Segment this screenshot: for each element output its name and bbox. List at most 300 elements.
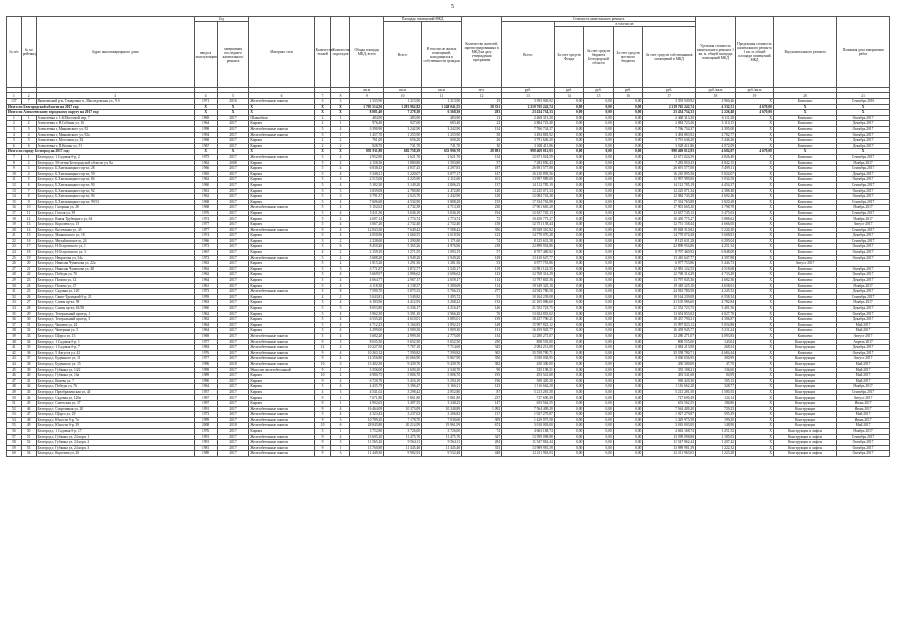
table-cell: 23 434 734,33 [502, 110, 555, 116]
table-cell: Май 2017 [837, 361, 890, 367]
table-cell: 158 [462, 222, 502, 228]
table-cell: 4 299,00 [350, 328, 384, 334]
table-cell: 1 223,28 [696, 451, 736, 457]
table-cell: 0,00 [554, 199, 584, 205]
table-cell: 0,00 [554, 126, 584, 132]
table-cell: Комплекс [773, 233, 836, 239]
table-cell: Комплекс [773, 210, 836, 216]
table-cell: Декабрь 2017 [837, 233, 890, 239]
table-cell: 4 [331, 171, 350, 177]
table-cell: Кирпич [249, 250, 314, 256]
table-cell: 3 494 883,92 [502, 132, 555, 138]
unit-17: руб. [643, 88, 696, 93]
table-cell: 1 [7, 115, 22, 121]
table-cell: 18 437 790,21 [643, 317, 696, 323]
table-cell: 0,00 [613, 440, 643, 446]
table-cell: 2 442,90 [422, 194, 462, 200]
table-cell: 21 552 723,75 [643, 305, 696, 311]
table-cell: 3 [331, 194, 350, 200]
table-cell: 187 [462, 166, 502, 172]
table-cell: 9 [314, 401, 331, 407]
table-cell: Сентябрь 2017 [837, 199, 890, 205]
table-cell: 0,00 [613, 350, 643, 356]
table-cell: 4 837,43 [384, 166, 422, 172]
table-cell: 1 281 962,82 [384, 104, 422, 110]
page-number: 5 [451, 4, 454, 10]
table-cell: 4 064,77 [350, 278, 384, 284]
table-cell: 1997 [194, 395, 217, 401]
table-cell: 33 [21, 333, 36, 339]
table-cell: 3 494 883,92 [643, 132, 696, 138]
table-cell: 9 [314, 339, 331, 345]
table-cell: 42 [21, 384, 36, 390]
table-cell: 8 125 631,28 [643, 238, 696, 244]
table-cell: Конструкции и лифты [773, 445, 836, 451]
table-cell: Х [217, 104, 249, 110]
unit-14: руб. [554, 88, 584, 93]
table-cell: 1961 [194, 283, 217, 289]
table-cell: 2017 [217, 261, 249, 267]
table-cell: 9 [314, 440, 331, 446]
table-cell: 2 697,14 [350, 216, 384, 222]
table-cell: 5 [314, 132, 331, 138]
table-cell: 6 980,75 [350, 373, 384, 379]
table-cell: 1996 [194, 361, 217, 367]
table-cell: 6 535,20 [350, 317, 384, 323]
table-cell: 1963 [194, 261, 217, 267]
table-cell: Х [314, 110, 331, 116]
table-cell: 21 105 986,60 [643, 300, 696, 306]
table-cell: 105,13 [696, 378, 736, 384]
table-cell: 2 952,90 [350, 154, 384, 160]
table-cell: 0,00 [613, 451, 643, 457]
table-cell: 26 691 577,08 [643, 166, 696, 172]
table-cell: 8 [7, 160, 22, 166]
table-cell: 14 778 070,28 [643, 233, 696, 239]
table-cell: 2 806,25 [422, 182, 462, 188]
table-cell: 5 [314, 154, 331, 160]
table-cell: 0,00 [554, 250, 584, 256]
table-cell: 3 [331, 417, 350, 423]
table-cell: 6 111,28 [696, 115, 736, 121]
table-cell: 19 [21, 255, 36, 261]
table-cell: 13 402,30 [350, 361, 384, 367]
table-cell: 22 898 954,86 [643, 244, 696, 250]
table-cell: 9 [314, 406, 331, 412]
table-cell: Комплекс [773, 177, 836, 183]
table-cell: Конструкции и лифты [773, 440, 836, 446]
table-cell: 2 [331, 138, 350, 144]
table-cell: 0,00 [613, 149, 643, 155]
table-cell: 186,86 [696, 401, 736, 407]
table-cell: 12 225 071,34 [643, 188, 696, 194]
table-cell: 137 [462, 412, 502, 418]
table-cell: 2017 [217, 322, 249, 328]
table-cell: 3 028 411,86 [502, 143, 555, 149]
table-cell: Октябрь 2017 [837, 440, 890, 446]
table-cell: Алексеевка г, В.Собины ул, 16 [36, 121, 194, 127]
table-cell: 2017 [217, 121, 249, 127]
table-cell: Конструкции [773, 373, 836, 379]
table-cell: Х [736, 227, 774, 233]
table-cell: 3 356,00 [350, 367, 384, 373]
table-cell: Декабрь 2017 [837, 289, 890, 295]
table-cell: 13 599 098,88 [502, 434, 555, 440]
table-cell: 114 [462, 278, 502, 284]
table-cell: 2 [21, 121, 36, 127]
table-cell: 11 475,70 [422, 434, 462, 440]
table-cell: 4 251,54 [696, 244, 736, 250]
table-cell: Х [194, 110, 217, 116]
table-cell: 0,00 [613, 373, 643, 379]
table-cell: Октябрь 2017 [837, 451, 890, 457]
summary-label: Итого по городу Белгород на 2017 год: [7, 149, 195, 155]
table-cell: 1 [331, 395, 350, 401]
table-cell: Х [736, 317, 774, 323]
table-cell: 2 468 313,30 [643, 115, 696, 121]
table-cell: 0,00 [584, 283, 614, 289]
table-cell: Х [736, 143, 774, 149]
table-cell: Белгород г, Победы ул, 70 [36, 272, 194, 278]
table-cell: 20 214,99 [384, 423, 422, 429]
th-owners: За счет средств собственников помещений в МКД [643, 27, 696, 88]
table-cell: 2017 [217, 395, 249, 401]
table-cell: Х [736, 350, 774, 356]
table-cell: 5 [314, 333, 331, 339]
table-cell: 5 [314, 300, 331, 306]
table-cell: 45 [21, 401, 36, 407]
table-cell: 1981 [194, 445, 217, 451]
table-cell: 14 [21, 227, 36, 233]
table-cell: Х [736, 272, 774, 278]
table-cell: 0,00 [554, 401, 584, 407]
table-cell: 493 541,68 [643, 373, 696, 379]
table-cell: Комплекс [773, 194, 836, 200]
table-cell: 0,00 [554, 149, 584, 155]
table-cell: Х [736, 160, 774, 166]
table-cell: Конструкции [773, 401, 836, 407]
table-cell: Х [736, 423, 774, 429]
table-cell: 6 558,34 [696, 294, 736, 300]
table-cell: 25 [21, 289, 36, 295]
table-cell: 761,00 [350, 138, 384, 144]
table-cell: 194 [462, 210, 502, 216]
unit-18: руб./кв.м [696, 88, 736, 93]
table-cell: 12 751 158,44 [643, 222, 696, 228]
table-cell: 1 927 279,87 [502, 412, 555, 418]
table-cell: 5 [314, 322, 331, 328]
table-cell: 36 [21, 350, 36, 356]
table-cell: 0,00 [554, 222, 584, 228]
table-cell: Кирпич [249, 138, 314, 144]
table-cell: Кирпич [249, 177, 314, 183]
table-cell: 0,00 [554, 339, 584, 345]
table-cell: 13 989 981,39 [502, 445, 555, 451]
table-cell: 35 [21, 345, 36, 351]
table-cell: 12 671 024,59 [643, 154, 696, 160]
table-cell: 2017 [217, 445, 249, 451]
table-cell: 5 294,10 [422, 378, 462, 384]
table-cell: Комплекс [773, 154, 836, 160]
table-cell: 51 [21, 434, 36, 440]
table-cell: 2017 [217, 406, 249, 412]
table-cell: 8 [331, 289, 350, 295]
table-cell: Алексеевка г, П.Кошко ул, 51 [36, 143, 194, 149]
table-cell: Август 2017 [837, 395, 890, 401]
table-cell: Белгород г, Щорса ул, 29 [36, 412, 194, 418]
table-cell: 2017 [217, 350, 249, 356]
table-cell: Июнь 2017 [837, 401, 890, 407]
table-cell: 741,70 [384, 143, 422, 149]
table-cell: 0,00 [584, 222, 614, 228]
table-cell: 1 549,82 [384, 294, 422, 300]
table-cell: 3 030 036,95 [502, 356, 555, 362]
table-cell: 727 690,49 [643, 395, 696, 401]
table-cell: 42 [7, 350, 22, 356]
unit-19: руб./кв.м [736, 88, 774, 93]
table-cell: 484,90 [350, 115, 384, 121]
table-cell: Комплекс [773, 322, 836, 328]
table-cell: Белгород г, Губкина ул, 16а [36, 373, 194, 379]
table-cell: Белгород г, 50-летия Белгородской области ул, 8а [36, 160, 194, 166]
table-cell: 2017 [217, 233, 249, 239]
table-cell: 5 [314, 311, 331, 317]
table-cell: 14 112 785,19 [502, 182, 555, 188]
table-cell: 2017 [217, 126, 249, 132]
table-cell: 1 171,60 [422, 238, 462, 244]
table-cell: 12 751 158,44 [502, 222, 555, 228]
table-cell: 2 999,30 [384, 333, 422, 339]
table-cell: 10 789,20 [350, 417, 384, 423]
table-cell: 448 [462, 451, 502, 457]
table-cell: 1962 [194, 266, 217, 272]
table-cell: 0,00 [554, 345, 584, 351]
table-cell: 2017 [217, 182, 249, 188]
column-number: 20 [773, 93, 836, 99]
table-cell: 3 391,10 [384, 311, 422, 317]
table-cell: 2 775,00 [422, 333, 462, 339]
table-cell: 0,00 [554, 294, 584, 300]
table-cell: 3 [331, 99, 350, 105]
table-cell: Октябрь 2017 [837, 250, 890, 256]
table-cell: 927,60 [384, 121, 422, 127]
table-cell: 569 420,30 [643, 378, 696, 384]
table-cell: 5 152,63 [350, 205, 384, 211]
table-cell: 2018 [217, 361, 249, 367]
table-cell: 0,00 [613, 227, 643, 233]
table-cell: 0,00 [613, 222, 643, 228]
table-cell: Апрель 2017 [837, 339, 890, 345]
table-cell: 3 149,20 [384, 182, 422, 188]
table-cell: Белгород г, Б.Хмельницкого пр-кт, 28 [36, 166, 194, 172]
table-cell: 3 791 646,20 [502, 138, 555, 144]
table-cell: 0,00 [613, 345, 643, 351]
table-cell: 5 444,73 [696, 261, 736, 267]
table-cell: Х [314, 149, 331, 155]
table-cell: 5 [314, 317, 331, 323]
table-cell: 483,90 [384, 115, 422, 121]
table-cell: 3 475,63 [696, 210, 736, 216]
table-cell: 17 [21, 244, 36, 250]
table-cell: 0,00 [613, 429, 643, 435]
table-cell: 2 219 765 242,74 [643, 104, 696, 110]
table-cell: 0,00 [613, 339, 643, 345]
table-cell: 10 [314, 423, 331, 429]
table-cell: 10 066,90 [384, 356, 422, 362]
table-cell: 30 [462, 143, 502, 149]
table-cell: Белгород г, Губкина ул, 24 корп. 3 [36, 445, 194, 451]
table-cell: 2017 [217, 132, 249, 138]
table-cell: 345 [462, 345, 502, 351]
table-cell: Конструкции [773, 412, 836, 418]
table-cell: 9 564,11 [422, 440, 462, 446]
table-cell: Белгород г, Костюкова ул, 45 [36, 227, 194, 233]
table-cell: 0,00 [554, 233, 584, 239]
table-cell: 4 670,00 [736, 110, 774, 116]
table-cell: 2 515,00 [350, 177, 384, 183]
table-cell: 10 164 239,08 [502, 294, 555, 300]
table-cell: Кирпич [249, 278, 314, 284]
table-cell: Конструкции [773, 389, 836, 395]
table-cell: 46 [7, 373, 22, 379]
table-cell: Алексеевка г, 1-й Мостовой пер, 7 [36, 115, 194, 121]
table-cell: 2017 [217, 451, 249, 457]
table-cell: 30 [21, 317, 36, 323]
table-cell: Х [773, 110, 836, 116]
table-cell: 2 909,30 [384, 328, 422, 334]
table-cell: 13 797 845,36 [502, 278, 555, 284]
table-cell: Октябрь 2017 [837, 266, 890, 272]
table-cell: 0,00 [584, 266, 614, 272]
table-cell: 24 [21, 283, 36, 289]
th-premises-area: Площадь помещений МКД [384, 17, 462, 22]
table-cell: 1 290,80 [384, 238, 422, 244]
table-cell: 268,34 [696, 345, 736, 351]
table-cell: 1971 [194, 99, 217, 105]
table-cell: 1975 [194, 154, 217, 160]
table-cell: 0,00 [613, 205, 643, 211]
table-cell: 4 [331, 333, 350, 339]
table-cell: 12 671 024,59 [502, 154, 555, 160]
table-cell: 1974 [194, 216, 217, 222]
table-cell: 4 216,47 [422, 305, 462, 311]
table-cell: 0,00 [554, 104, 584, 110]
table-cell: Комплекс [773, 244, 836, 250]
table-cell: 2017 [217, 339, 249, 345]
table-cell: 133 [462, 300, 502, 306]
column-number: 18 [696, 93, 736, 99]
table-cell: 0,00 [554, 138, 584, 144]
table-cell: Железобетонные панели [249, 406, 314, 412]
table-cell: 0,00 [554, 216, 584, 222]
table-cell: 2017 [217, 389, 249, 395]
table-cell: Х [736, 373, 774, 379]
table-cell: Конструкции [773, 367, 836, 373]
table-cell: 8 881,40 [350, 110, 384, 116]
table-cell: 0,00 [613, 434, 643, 440]
table-cell: 4 663 168,74 [502, 429, 555, 435]
table-cell: 120 [462, 194, 502, 200]
table-cell: Х [736, 126, 774, 132]
table-cell: 0,00 [613, 210, 643, 216]
table-cell: Кирпич [249, 294, 314, 300]
table-cell: Комплекс [773, 182, 836, 188]
table-cell: 5 [314, 199, 331, 205]
table-cell: 0,00 [584, 272, 614, 278]
table-cell: 18 437 790,21 [502, 317, 555, 323]
table-cell: Комплекс [773, 199, 836, 205]
table-cell: 2 112,60 [422, 177, 462, 183]
table-cell: 0,00 [613, 99, 643, 105]
table-cell: 0,00 [613, 361, 643, 367]
table-cell: 2 621,70 [422, 154, 462, 160]
table-cell: 3 010 003,00 [643, 423, 696, 429]
table-cell: 1961 [194, 188, 217, 194]
table-cell: Сентябрь 2017 [837, 210, 890, 216]
table-cell: Белгород г, Б.Хмельницкого пр-кт, 99/31 [36, 199, 194, 205]
table-cell: 3 [331, 440, 350, 446]
table-cell: 123 [462, 384, 502, 390]
table-cell: 134 [462, 154, 502, 160]
table-cell: 5 [314, 205, 331, 211]
table-cell: Комплекс [773, 328, 836, 334]
table-cell: 0,00 [613, 110, 643, 116]
table-cell: 5 [21, 138, 36, 144]
table-cell: 828,70 [350, 143, 384, 149]
table-cell: 2 949,20 [422, 255, 462, 261]
table-cell: 2 884 723,40 [643, 121, 696, 127]
table-cell: Май 2017 [837, 322, 890, 328]
table-cell: 31 [21, 322, 36, 328]
table-cell: 1 185,03 [696, 434, 736, 440]
table-cell: Х [773, 104, 836, 110]
table-cell: 1 [21, 154, 36, 160]
table-cell: 2017 [217, 255, 249, 261]
table-cell: 2 600,20 [384, 367, 422, 373]
table-cell: 13 989 981,39 [643, 445, 696, 451]
table-cell: 12 211 963,03 [643, 451, 696, 457]
table-cell: 17 [7, 210, 22, 216]
table-cell: Конструкции и лифты [773, 434, 836, 440]
table-cell: 58 [462, 132, 502, 138]
table-cell: 4 976,96 [422, 244, 462, 250]
table-cell: Х [736, 356, 774, 362]
table-cell: 1 251,52 [696, 429, 736, 435]
table-cell: 8 707 460,92 [502, 250, 555, 256]
table-cell: 10 [7, 171, 22, 177]
table-cell: Октябрь 2017 [837, 177, 890, 183]
table-cell: 4 670,00 [736, 149, 774, 155]
table-cell: 1991 [194, 406, 217, 412]
table-cell: Сентябрь 2017 [837, 227, 890, 233]
table-cell: 5 [314, 283, 331, 289]
table-cell: 1 495,72 [422, 294, 462, 300]
table-cell: 5 [314, 305, 331, 311]
table-cell: 11 547 862,44 [502, 440, 555, 446]
table-cell: 4 [331, 317, 350, 323]
table-cell: 1994 [194, 132, 217, 138]
table-cell: 3 [331, 451, 350, 457]
table-cell: Октябрь 2017 [837, 244, 890, 250]
table-cell: 11 449,30 [350, 451, 384, 457]
table-cell: Х [331, 149, 350, 155]
table-cell: Белгород г, Губкина ул, 14/2 [36, 367, 194, 373]
table-cell: 44 [21, 395, 36, 401]
table-cell: Х [736, 199, 774, 205]
table-cell: 1964 [194, 384, 217, 390]
table-cell: Х [736, 367, 774, 373]
table-cell: Белгород г, Гоголя ул, 39 [36, 210, 194, 216]
